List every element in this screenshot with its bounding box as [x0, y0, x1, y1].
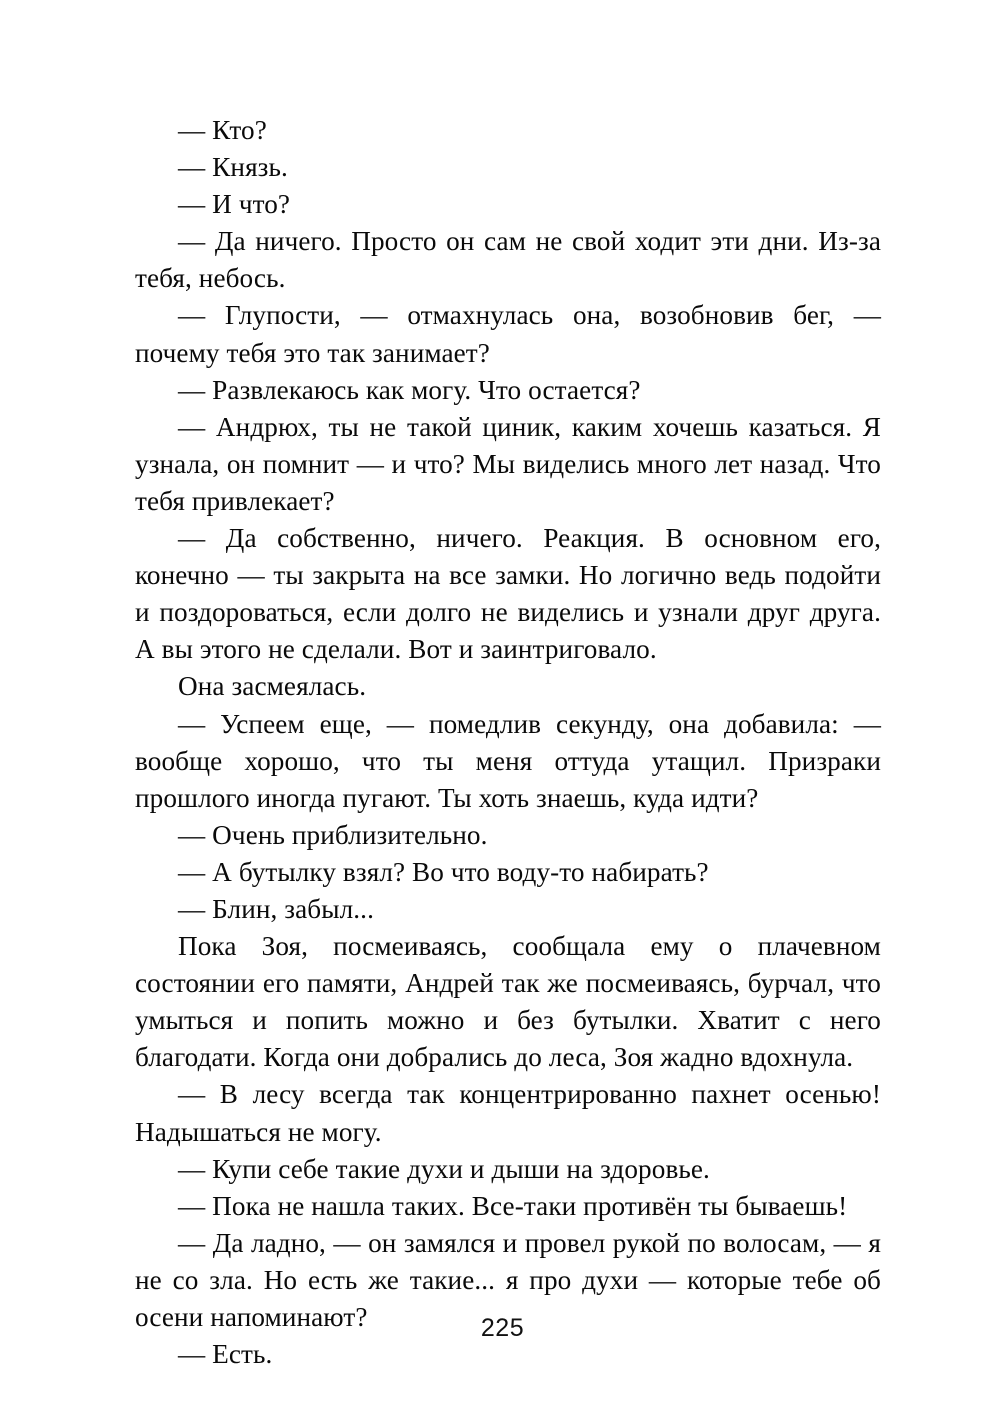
body-paragraph: — Да собственно, ничего. Реакция. В основном его, конечно — ты закрыта на все замки. Но логично ведь подойти и поздороваться, если долго не виделись и узнали друг друга. А вы этого не сделали. Вот и заинтриговало. — [135, 523, 881, 665]
body-paragraph: — Князь. — [178, 152, 288, 183]
body-paragraph: Пока Зоя, посмеиваясь, сообщала ему о плачевном состоянии его памяти, Андрей так же посмеиваясь, бурчал, что умыться и попить можно и без бутылки. Хватит с него благодати. Когда они добрались до леса, Зоя жадно вдохнула. — [135, 931, 881, 1073]
body-paragraph: — Успеем еще, — помедлив секунду, она добавила: — вообще хорошо, что ты меня оттуда утащил. Призраки прошлого иногда пугают. Ты хоть знаешь, куда идти? — [135, 708, 881, 813]
body-paragraph: — Блин, забыл... — [178, 893, 374, 924]
body-paragraph: — Да ничего. Просто он сам не свой ходит эти дни. Из-за тебя, небось. — [135, 226, 881, 294]
body-paragraph: Она засмеялась. — [178, 671, 367, 702]
body-paragraph: — В лесу всегда так концентрированно пахнет осенью! Надышаться не могу. — [135, 1079, 881, 1147]
body-paragraph: — Очень приблизительно. — [178, 819, 488, 850]
body-paragraph: — Есть. — [178, 1339, 273, 1370]
page-number: 225 — [480, 1314, 525, 1342]
body-paragraph: — А бутылку взял? Во что воду-то набирать? — [178, 856, 709, 887]
body-paragraph: — И что? — [178, 189, 291, 220]
body-paragraph: — Кто? — [178, 115, 267, 145]
body-paragraph: — Да ладно, — он замялся и провел рукой по волосам, — я не со зла. Но есть же такие... я про духи — которые тебе об осени напоминают? — [135, 1227, 881, 1332]
body-paragraph: — Андрюх, ты не такой циник, каким хочешь казаться. Я узнала, он помнит — и что? Мы виделись много лет назад. Что тебя привлекает? — [135, 411, 881, 516]
body-paragraph: — Глупости, — отмахнулась она, возобновив бег, — почему тебя это так занимает? — [135, 300, 881, 368]
body-paragraph: — Пока не нашла таких. Все-таки противён ты бываешь! — [178, 1190, 848, 1221]
page-text-column — [135, 112, 881, 1373]
body-paragraph: — Развлекаюсь как могу. Что остается? — [178, 374, 641, 405]
body-paragraph: — Купи себе такие духи и дыши на здоровье. — [178, 1153, 710, 1184]
